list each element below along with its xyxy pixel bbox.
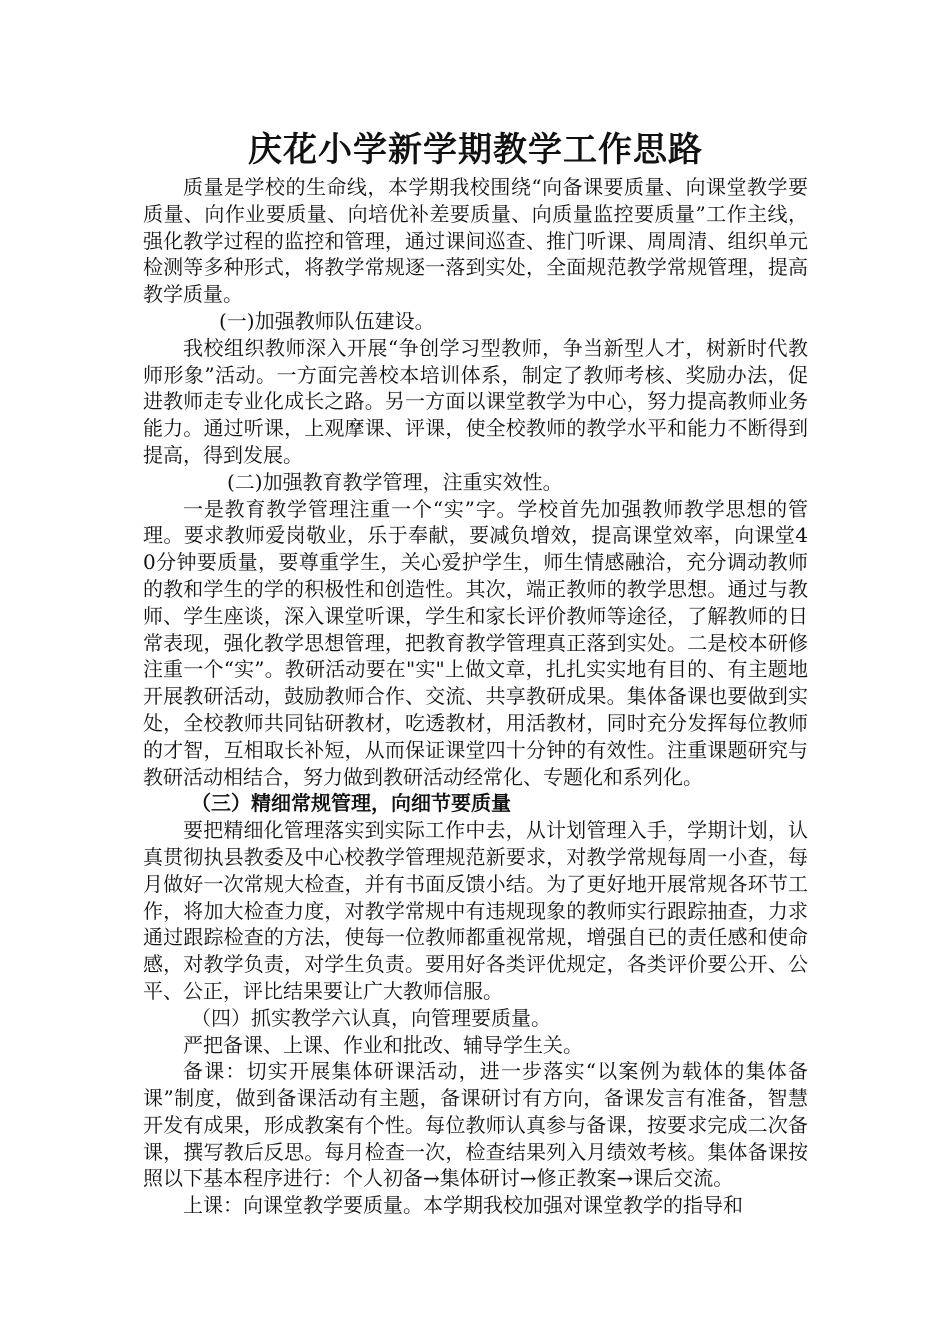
- section-4-class: 上课：向课堂教学要质量。本学期我校加强对课堂教学的指导和: [183, 1193, 743, 1218]
- section-4-prep: 备课：切实开展集体研课活动，进一步落实“以案例为载体的集体备课”制度，做到备课活动有主题，备课研讨有方向，备课发言有准备，智慧开发有成果，形成教案有个性。每位教师认真参与备课，按要求完成二次备课，撰写教后反思。每月检查一次，检查结果列入月绩效考核。集体备课按照以下基本程序进行：个人初备→集体研讨→修正教案→课后交流。: [143, 1059, 808, 1191]
- section-4-heading: （四）抓实教学六认真，向管理要质量。: [191, 1005, 551, 1030]
- section-2-heading: (二)加强教育教学管理，注重实效性。: [227, 469, 563, 494]
- section-1-body: 我校组织教师深入开展“争创学习型教师，争当新型人才，树新时代教师形象”活动。一方面完善校本培训体系，制定了教师考核、奖励办法，促进教师走专业化成长之路。另一方面以课堂教学为中心，努力提高教师业务能力。通过听课，上观摩课、评课，使全校教师的教学水平和能力不断得到提高，得到发展。: [143, 335, 808, 467]
- section-3-heading: （三）精细常规管理，向细节要质量: [191, 791, 511, 816]
- page-title: 庆花小学新学期教学工作思路: [248, 130, 703, 170]
- section-1-heading: (一)加强教师队伍建设。: [219, 308, 435, 333]
- section-3-body: 要把精细化管理落实到实际工作中去，从计划管理入手，学期计划，认真贯彻执县教委及中心校教学管理规范新要求，对教学常规每周一小查，每月做好一次常规大检查，并有书面反馈小结。为了更好地开展常规各环节工作，将加大检查力度，对教学常规中有违规现象的教师实行跟踪抽查，力求通过跟踪检查的方法，使每一位教师都重视常规，增强自已的责任感和使命感，对教学负责，对学生负责。要用好各类评优规定，各类评价要公开、公平、公正，评比结果要让广大教师信服。: [143, 818, 808, 1003]
- section-4-lead: 严把备课、上课、作业和批改、辅导学生关。: [183, 1032, 583, 1057]
- intro-paragraph: 质量是学校的生命线，本学期我校围绕“向备课要质量、向课堂教学要质量、向作业要质量、向培优补差要质量、向质量监控要质量”工作主线，强化教学过程的监控和管理，通过课间巡查、推门听课、周周清、组织单元检测等多种形式，将教学常规逐一落到实处，全面规范教学常规管理，提高教学质量。: [143, 175, 808, 307]
- document-page: [143, 128, 808, 1219]
- section-2-body: 一是教育教学管理注重一个“实”字。学校首先加强教师教学思想的管理。要求教师爱岗敬业，乐于奉献，要减负增效，提高课堂效率，向课堂40分钟要质量，要尊重学生，关心爱护学生，师生情感融洽，充分调动教师的教和学生的学的积极性和创造性。其次，端正教师的教学思想。通过与教师、学生座谈，深入课堂听课，学生和家长评价教师等途径，了解教师的日常表现，强化教学思想管理，把教育教学管理真正落到实处。二是校本研修注重一个“实”。教研活动要在"实"上做文章，扎扎实实地有目的、有主题地开展教研活动，鼓励教师合作、交流、共享教研成果。集体备课也要做到实处，全校教师共同钻研教材，吃透教材，用活教材，同时充分发挥每位教师的才智，互相取长补短，从而保证课堂四十分钟的有效性。注重课题研究与教研活动相结合，努力做到教研活动经常化、专题化和系列化。: [143, 496, 808, 789]
